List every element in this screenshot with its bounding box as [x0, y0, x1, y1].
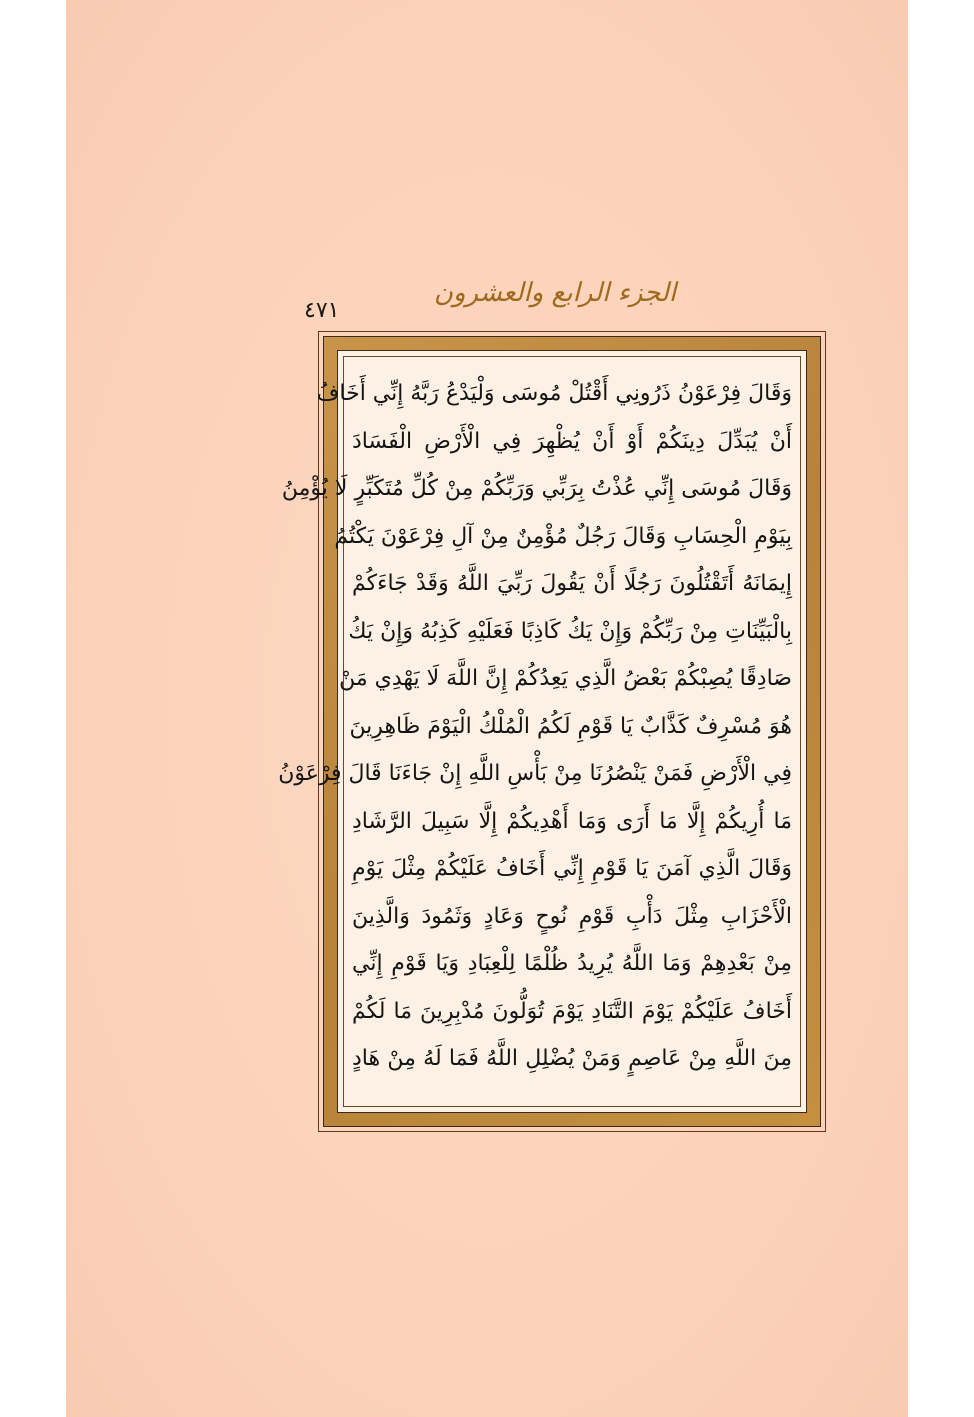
- verse-line-8: هُوَ مُسْرِفٌ كَذَّابٌ يَا قَوْمِ لَكُمُ الْمُلْكُ الْيَوْمَ ظَاهِرِينَ: [349, 714, 792, 739]
- verse-line-9: فِي الْأَرْضِ فَمَنْ يَنْصُرُنَا مِنْ بَأْسِ اللَّهِ إِنْ جَاءَنَا قَالَ فِرْعَوْنُ: [278, 761, 792, 786]
- verse-line-12: الْأَحْزَابِ مِثْلَ دَأْبِ قَوْمِ نُوحٍ وَعَادٍ وَثَمُودَ وَالَّذِينَ: [352, 904, 792, 929]
- verse-line-10: مَا أُرِيكُمْ إِلَّا مَا أَرَى وَمَا أَهْدِيكُمْ إِلَّا سَبِيلَ الرَّشَادِ: [352, 809, 792, 834]
- verse-line-11: وَقَالَ الَّذِي آمَنَ يَا قَوْمِ إِنِّي أَخَافُ عَلَيْكُمْ مِثْلَ يَوْمِ: [352, 856, 792, 881]
- juz-title: الجزء الرابع والعشرون: [433, 278, 677, 308]
- verse-line-6: بِالْبَيِّنَاتِ مِنْ رَبِّكُمْ وَإِنْ يَكُ كَاذِبًا فَعَلَيْهِ كَذِبُهُ وَإِنْ يَكُ: [348, 619, 792, 644]
- page-number: ٤٧١: [304, 298, 340, 323]
- verse-line-14: أَخَافُ عَلَيْكُمْ يَوْمَ التَّنَادِ يَوْمَ تُوَلُّونَ مُدْبِرِينَ مَا لَكُمْ: [352, 999, 792, 1024]
- verse-line-5: إِيمَانَهُ أَتَقْتُلُونَ رَجُلًا أَنْ يَقُولَ رَبِّيَ اللَّهُ وَقَدْ جَاءَكُمْ: [352, 571, 792, 596]
- verse-block: [278, 368, 792, 1088]
- verse-line-2: أَنْ يُبَدِّلَ دِينَكُمْ أَوْ أَنْ يُظْهِرَ فِي الْأَرْضِ الْفَسَادَ: [352, 429, 792, 454]
- verse-line-13: مِنْ بَعْدِهِمْ وَمَا اللَّهُ يُرِيدُ ظُلْمًا لِلْعِبَادِ وَيَا قَوْمِ إِنِّي: [352, 951, 792, 976]
- verse-line-7: صَادِقًا يُصِبْكُمْ بَعْضُ الَّذِي يَعِدُكُمْ إِنَّ اللَّهَ لَا يَهْدِي مَنْ: [339, 666, 792, 691]
- verse-line-1: وَقَالَ فِرْعَوْنُ ذَرُونِي أَقْتُلْ مُوسَى وَلْيَدْعُ رَبَّهُ إِنِّي أَخَافُ: [316, 381, 792, 406]
- verse-line-15: مِنَ اللَّهِ مِنْ عَاصِمٍ وَمَنْ يُضْلِلِ اللَّهُ فَمَا لَهُ مِنْ هَادٍ: [352, 1046, 792, 1071]
- verse-line-4: بِيَوْمِ الْحِسَابِ وَقَالَ رَجُلٌ مُؤْمِنٌ مِنْ آلِ فِرْعَوْنَ يَكْتُمُ: [334, 524, 792, 549]
- verse-line-3: وَقَالَ مُوسَى إِنِّي عُذْتُ بِرَبِّي وَرَبِّكُمْ مِنْ كُلِّ مُتَكَبِّرٍ لَا يُؤْمِنُ: [281, 476, 792, 501]
